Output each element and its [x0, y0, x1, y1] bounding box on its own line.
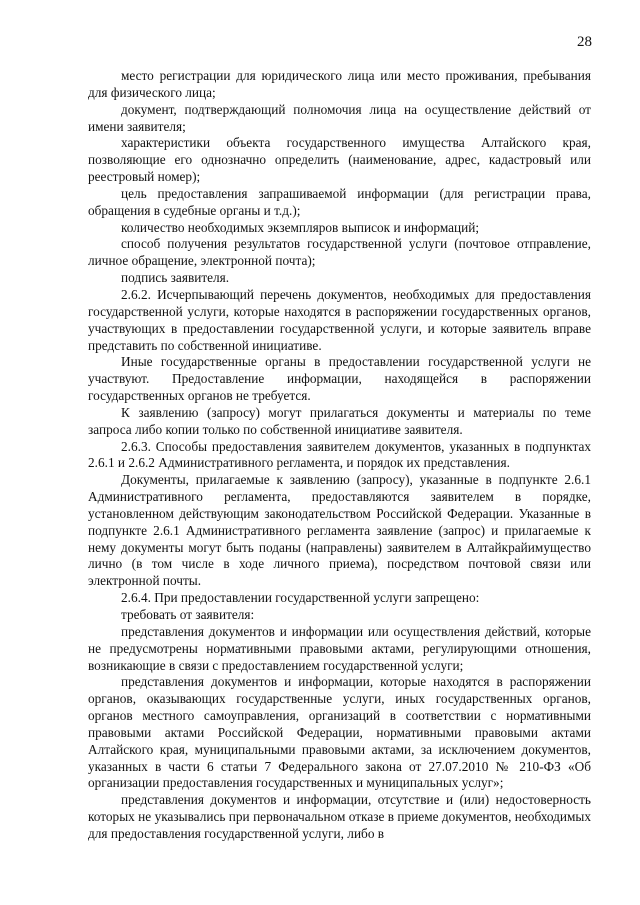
paragraph: представления документов и информации или осуществления действий, которые не предусмотрены нормативными правовыми актами, регулирующими отношения, возникающие в связи с предоставлением государственной услуги; — [88, 623, 591, 673]
paragraph: К заявлению (запросу) могут прилагаться документы и материалы по теме запроса либо копии только по собственной инициативе заявителя. — [88, 404, 591, 437]
document-body — [88, 68, 591, 843]
paragraph: 2.6.3. Способы предоставления заявителем документов, указанных в подпунктах 2.6.1 и 2.6.2 Административного регламента, и порядок их представления. — [88, 438, 591, 471]
paragraph: количество необходимых экземпляров выписок и информаций; — [121, 219, 480, 235]
paragraph: представления документов и информации, которые находятся в распоряжении органов, оказывающих государственные услуги, иных государственных органов, органов местного самоуправления, организаций в соответствии с нормативными правовыми актами Российской Федерации, нормативными правовыми актами Алтайского края, муниципальными правовыми актами, за исключением документов, указанных в части 6 статьи 7 Федерального закона от 27.07.2010 № 210-ФЗ «Об организации предоставления государственных и муниципальных услуг»; — [88, 674, 591, 791]
paragraph: представления документов и информации, отсутствие и (или) недостоверность которых не указывались при первоначальном отказе в приеме документов, необходимых для предоставления государственной услуги, либо в — [88, 792, 591, 841]
paragraph: подпись заявителя. — [121, 270, 230, 286]
paragraph: характеристики объекта государственного имущества Алтайского края, позволяющие его однозначно определить (наименование, адрес, кадастровый или реестровый номер); — [88, 135, 591, 185]
page-number: 28 — [577, 34, 592, 50]
paragraph: способ получения результатов государственной услуги (почтовое отправление, личное обращение, электронной почта); — [88, 236, 591, 269]
paragraph: цель предоставления запрашиваемой информации (для регистрации права, обращения в судебные органы и т.д.); — [88, 185, 591, 218]
paragraph: документ, подтверждающий полномочия лица на осуществление действий от имени заявителя; — [88, 101, 591, 134]
paragraph: место регистрации для юридического лица или место проживания, пребывания для физического лица; — [88, 68, 591, 100]
paragraph: Документы, прилагаемые к заявлению (запросу), указанные в подпункте 2.6.1 Административного регламента, предоставляются заявителем в порядке, установленном действующим законодательством Российской Федерации. Указанные в подпункте 2.6.1 Административного регламента заявление (запрос) и прилагаемые к нему документы могут быть поданы (направлены) заявителем в Алтайкрайимущество лично (в том числе в ходе личного приема), посредством почтовой связи или электронной почты. — [88, 472, 591, 589]
paragraph: требовать от заявителя: — [121, 607, 255, 622]
paragraph: Иные государственные органы в предоставлении государственной услуги не участвуют. Предоставление информации, находящейся в распоряжении государственных органов не требуется. — [88, 354, 591, 404]
paragraph: 2.6.4. При предоставлении государственной услуги запрещено: — [121, 590, 480, 606]
paragraph: 2.6.2. Исчерпывающий перечень документов, необходимых для предоставления государственной услуги, которые находятся в распоряжении государственных органов, участвующих в предоставлении государственной услуги, и которые заявитель вправе представить по собственной инициативе. — [88, 286, 591, 353]
